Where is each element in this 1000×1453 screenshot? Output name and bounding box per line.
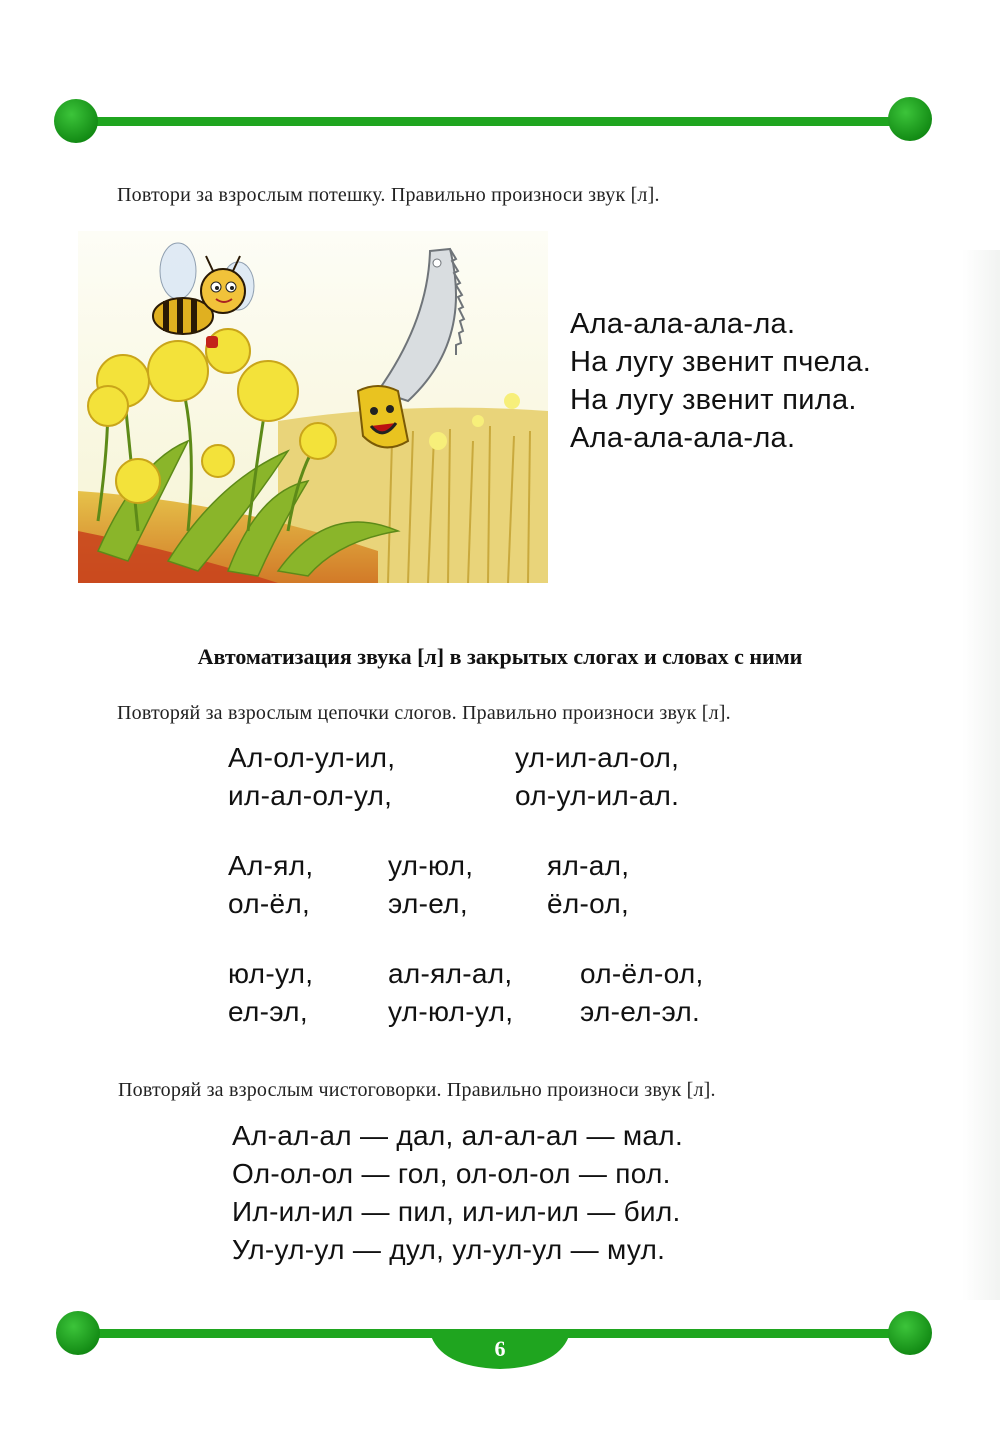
syllable-chain: ол-ёл,: [228, 888, 311, 919]
syllable-chain: ёл-ол,: [547, 888, 630, 919]
patter-line: Ул-ул-ул — дул, ул-ул-ул — мул.: [232, 1234, 666, 1265]
syllable-chain: ул-ил-ал-ол,: [515, 742, 680, 773]
instruction-rhyme: Повтори за взрослым потешку. Правильно произноси звук [л].: [117, 184, 660, 206]
poem-line: Ала-ала-ала-ла.: [570, 422, 796, 454]
syllable-chain: ул-юл,: [388, 850, 474, 881]
poem-line: На лугу звенит пчела.: [570, 346, 872, 378]
patter-line: Ол-ол-ол — гол, ол-ол-ол — пол.: [232, 1158, 671, 1189]
syllable-chain: Ал-ял,: [228, 850, 314, 881]
syllable-chain: ол-ёл-ол,: [580, 958, 704, 989]
syllable-chain: Ал-ол-ул-ил,: [228, 742, 396, 773]
illustration: [78, 231, 548, 583]
syllable-chain: ул-юл-ул,: [388, 996, 514, 1027]
right-ball-icon: [888, 1311, 932, 1355]
syllable-chain: ил-ал-ол-ул,: [228, 780, 393, 811]
instruction-patter: Повторяй за взрослым чистоговорки. Правильно произноси звук [л].: [118, 1079, 716, 1101]
syllable-chain: ел-эл,: [228, 996, 308, 1027]
syllable-chain: ал-ял-ал,: [388, 958, 513, 989]
page-edge-shadow: [962, 250, 1000, 1300]
syllable-chain: эл-ел,: [388, 888, 468, 919]
top-divider: [0, 95, 1000, 155]
poem-line: Ала-ала-ала-ла.: [570, 308, 796, 340]
page-number: 6: [494, 1336, 506, 1361]
left-ball-icon: [56, 1311, 100, 1355]
section-heading: Автоматизация звука [л] в закрытых слогах и словах с ними: [197, 644, 803, 669]
syllable-chain: эл-ел-эл.: [580, 996, 701, 1027]
patter-line: Ал-ал-ал — дал, ал-ал-ал — мал.: [232, 1120, 684, 1151]
syllable-chain: ол-ул-ил-ал.: [515, 780, 680, 811]
syllable-chain: юл-ул,: [228, 958, 314, 989]
left-ball-icon: [54, 99, 98, 143]
instruction-syllables: Повторяй за взрослым цепочки слогов. Правильно произноси звук [л].: [117, 702, 731, 724]
patter-line: Ил-ил-ил — пил, ил-ил-ил — бил.: [232, 1196, 681, 1227]
poem-line: На лугу звенит пила.: [570, 384, 857, 416]
right-ball-icon: [888, 97, 932, 141]
syllable-chain: ял-ал,: [547, 850, 630, 881]
